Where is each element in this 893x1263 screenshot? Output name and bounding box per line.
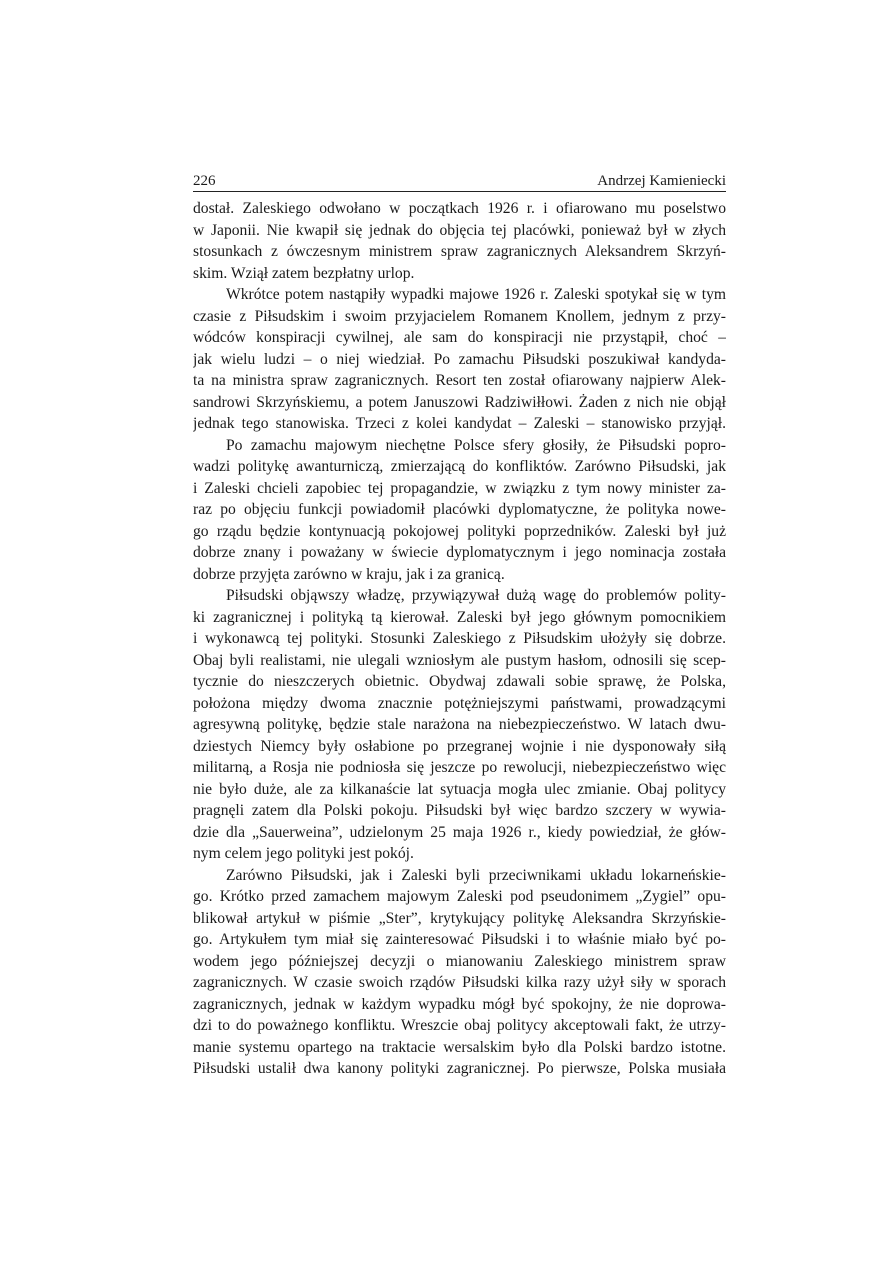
text-line: blikował artykuł w piśmie „Ster”, krytykujący politykę Aleksandra Skrzyńskie- bbox=[193, 909, 726, 927]
text-line: wodem jego późniejszej decyzji o mianowaniu Zaleskiego ministrem spraw bbox=[193, 952, 726, 970]
running-head-author: Andrzej Kamieniecki bbox=[597, 173, 726, 189]
text-line: go. Artykułem tym miał się zainteresować Piłsudski i to właśnie miało być po- bbox=[193, 931, 726, 948]
text-line: w Japonii. Nie kwapił się jednak do objęcia tej placówki, ponieważ był w złych bbox=[193, 221, 726, 239]
text-line: go rządu będzie kontynuacją pokojowej polityki poprzedników. Zaleski był już bbox=[193, 522, 726, 540]
text-line: zagranicznych, jednak w każdym wypadku mógł być spokojny, że nie doprowa- bbox=[193, 995, 726, 1013]
text-line: i Zaleski chcieli zapobiec tej propagandzie, w związku z tym nowy minister za- bbox=[193, 479, 726, 497]
text-line: i wykonawcą tej polityki. Stosunki Zaleskiego z Piłsudskim ułożyły się dobrze. bbox=[193, 630, 726, 647]
text-line: Po zamachu majowym niechętne Polsce sfery głosiły, że Piłsudski popro- bbox=[226, 436, 726, 454]
document-page bbox=[193, 172, 726, 1080]
text-line: Piłsudski ustalił dwa kanony polityki zagranicznej. Po pierwsze, Polska musiała bbox=[193, 1060, 726, 1077]
text-line: skim. Wziął zatem bezpłatny urlop. bbox=[193, 264, 415, 282]
text-line: jednak tego stanowiska. Trzeci z kolei kandydat – Zaleski – stanowisko przyjął. bbox=[193, 415, 726, 432]
text-line: ta na ministra spraw zagranicznych. Resort ten został ofiarowany najpierw Alek- bbox=[193, 372, 726, 389]
text-line: Zarówno Piłsudski, jak i Zaleski byli przeciwnikami układu lokarneńskie- bbox=[226, 866, 726, 884]
text-line: go. Krótko przed zamachem majowym Zaleski pod pseudonimem „Zygiel” opu- bbox=[193, 888, 726, 905]
text-line: jak wielu ludzi – o niej wiedział. Po zamachu Piłsudski poszukiwał kandyda- bbox=[193, 350, 726, 368]
text-line: raz po objęciu funkcji powiadomił placówki dyplomatyczne, że polityka nowe- bbox=[193, 501, 726, 518]
text-line: dzi to do poważnego konfliktu. Wreszcie obaj politycy akceptowali fakt, że utrzy- bbox=[193, 1017, 726, 1034]
text-line: wadzi politykę awanturniczą, zmierzającą do konfliktów. Zarówno Piłsudski, jak bbox=[193, 458, 726, 475]
text-line: dobrze przyjęta zarówno w kraju, jak i za granicą. bbox=[193, 565, 505, 583]
text-line: militarną, a Rosja nie podniosła się jeszcze po rewolucji, niebezpieczeństwo więc bbox=[193, 759, 726, 776]
text-line: dzie dla „Sauerweina”, udzielonym 25 maja 1926 r., kiedy powiedział, że głów- bbox=[193, 823, 726, 841]
text-line: nym celem jego polityki jest pokój. bbox=[193, 845, 414, 862]
text-line: nie było duże, ale za kilkanaście lat sytuacja mogła ulec zmianie. Obaj politycy bbox=[193, 780, 726, 798]
text-line: zagranicznych. W czasie swoich rządów Piłsudski kilka razy użył siły w sporach bbox=[193, 974, 726, 991]
text-line: czasie z Piłsudskim i swoim przyjacielem Romanem Knollem, jednym z przy- bbox=[193, 307, 726, 325]
text-line: sandrowi Skrzyńskiemu, a potem Januszowi Radziwiłłowi. Żaden z nich nie objął bbox=[193, 393, 726, 411]
text-line: położona między dwoma znacznie potężniejszymi państwami, prowadzącymi bbox=[193, 694, 726, 712]
text-line: stosunkach z ówczesnym ministrem spraw zagranicznych Aleksandrem Skrzyń- bbox=[193, 243, 726, 260]
text-line: pragnęli zatem dla Polski pokoju. Piłsudski był więc bardzo szczery w wywia- bbox=[193, 802, 726, 819]
text-line: agresywną politykę, będzie stale narażona na niebezpieczeństwo. W latach dwu- bbox=[193, 716, 726, 733]
text-line: dziestych Niemcy były osłabione po przegranej wojnie i nie dysponowały siłą bbox=[193, 737, 726, 755]
text-line: Piłsudski objąwszy władzę, przywiązywał dużą wagę do problemów polity- bbox=[226, 587, 726, 604]
body-text bbox=[193, 198, 726, 1080]
text-line: dostał. Zaleskiego odwołano w początkach 1926 r. i ofiarowano mu poselstwo bbox=[193, 200, 726, 217]
text-line: wódców konspiracji cywilnej, ale sam do konspiracji nie przystąpił, choć – bbox=[193, 329, 726, 346]
page-number: 226 bbox=[193, 173, 216, 189]
text-line: Obaj byli realistami, nie ulegali wzniosłym ale pustym hasłom, odnosili się scep- bbox=[193, 651, 726, 669]
text-line: dobrze znany i poważany w świecie dyplomatycznym i jego nominacja została bbox=[193, 544, 726, 561]
text-line: tycznie do nieszczerych obietnic. Obydwaj zdawali sobie sprawę, że Polska, bbox=[193, 673, 726, 690]
text-line: manie systemu opartego na traktacie wersalskim było dla Polski bardzo istotne. bbox=[193, 1038, 726, 1056]
text-line: ki zagranicznej i polityką tą kierował. Zaleski był jego głównym pomocnikiem bbox=[193, 608, 726, 626]
text-line: Wkrótce potem nastąpiły wypadki majowe 1926 r. Zaleski spotykał się w tym bbox=[226, 286, 726, 303]
running-header bbox=[193, 172, 726, 192]
